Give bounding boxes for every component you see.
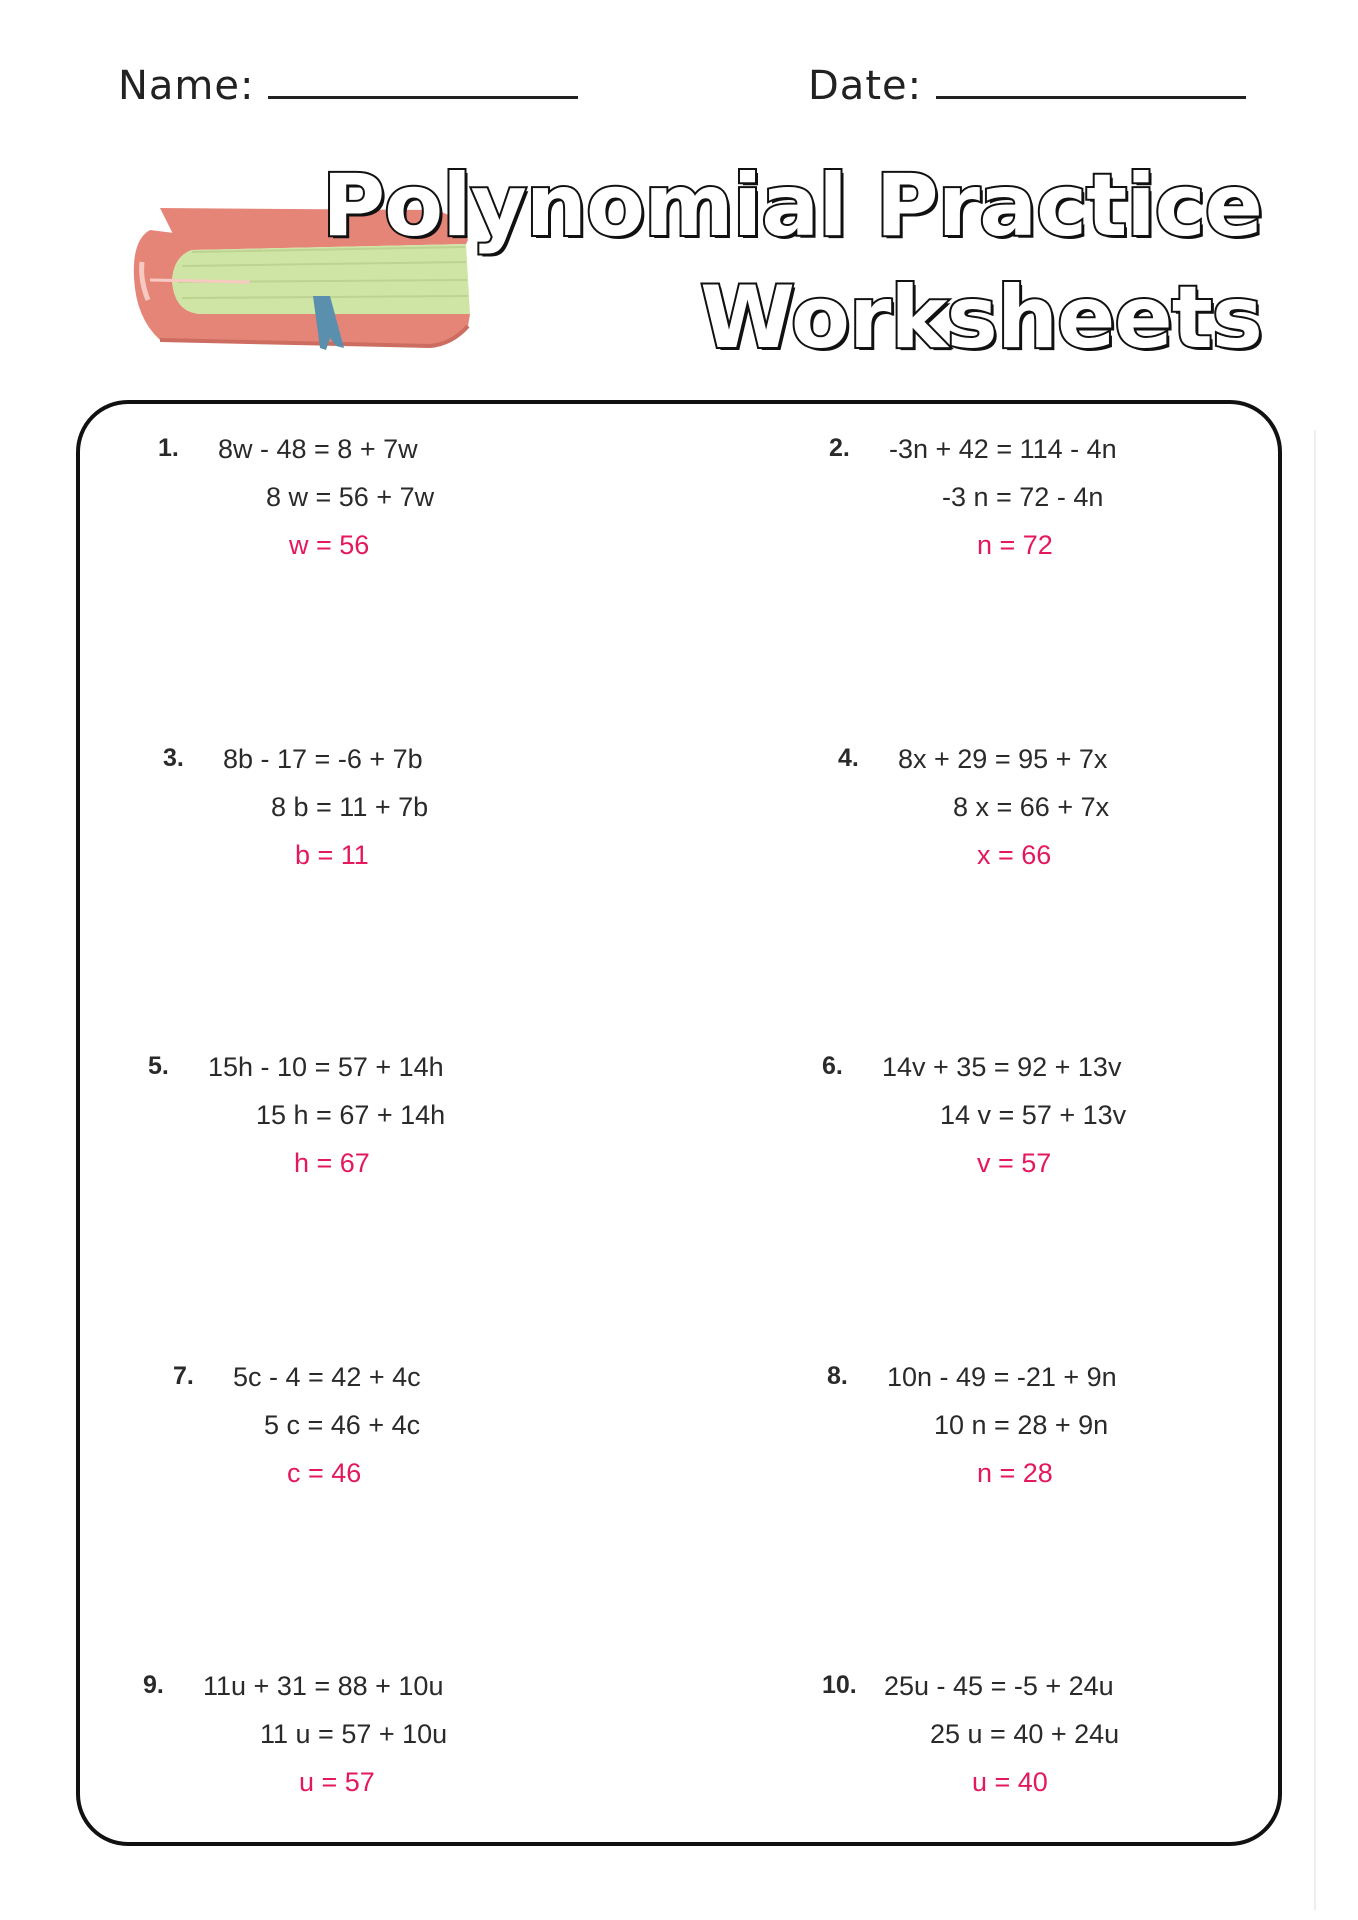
title-line-1: Polynomial Practice (322, 156, 1262, 256)
problem-step: 10 n = 28 + 9n (934, 1410, 1109, 1440)
problem-equation: 14v + 35 = 92 + 13v (882, 1052, 1122, 1082)
problem-number: 9. (143, 1671, 164, 1699)
problem-equation: 8x + 29 = 95 + 7x (898, 744, 1108, 774)
problem-number: 7. (173, 1362, 194, 1390)
problem-equation: -3n + 42 = 114 - 4n (889, 434, 1117, 464)
problem-step: 25 u = 40 + 24u (930, 1719, 1120, 1749)
problem-equation: 11u + 31 = 88 + 10u (203, 1671, 444, 1701)
name-field[interactable] (118, 60, 578, 109)
title-line-2: Worksheets (700, 268, 1262, 368)
name-label: Name: (118, 63, 255, 109)
problem-step: 8 x = 66 + 7x (953, 792, 1110, 822)
problem-equation: 8b - 17 = -6 + 7b (223, 744, 423, 774)
problem-equation: 5c - 4 = 42 + 4c (233, 1362, 421, 1392)
problem-number: 8. (827, 1362, 848, 1390)
problem-step: 8 w = 56 + 7w (266, 482, 435, 512)
problem-step: 8 b = 11 + 7b (271, 792, 429, 822)
problem-number: 2. (829, 434, 850, 462)
problem-step: -3 n = 72 - 4n (942, 482, 1104, 512)
problem-step: 11 u = 57 + 10u (260, 1719, 448, 1749)
problem-step: 5 c = 46 + 4c (264, 1410, 421, 1440)
page-edge-divider (1314, 430, 1316, 1910)
problem-step: 14 v = 57 + 13v (940, 1100, 1127, 1130)
problem-answer: h = 67 (294, 1148, 370, 1178)
problem-equation: 25u - 45 = -5 + 24u (884, 1671, 1114, 1701)
problem-answer: x = 66 (977, 840, 1052, 870)
problem-number: 5. (148, 1052, 169, 1080)
problem-equation: 10n - 49 = -21 + 9n (887, 1362, 1117, 1392)
problem-number: 4. (838, 744, 859, 772)
problem-answer: u = 40 (972, 1767, 1048, 1797)
problem-answer: u = 57 (299, 1767, 375, 1797)
problem-answer: w = 56 (289, 530, 370, 560)
problem-answer: n = 28 (977, 1458, 1053, 1488)
problem-number: 1. (158, 434, 179, 462)
worksheet-title (322, 150, 1262, 374)
problem-step: 15 h = 67 + 14h (256, 1100, 446, 1130)
problem-number: 6. (822, 1052, 843, 1080)
problem-equation: 8w - 48 = 8 + 7w (218, 434, 418, 464)
date-blank[interactable] (936, 60, 1246, 99)
problem-number: 10. (822, 1671, 857, 1699)
problem-answer: n = 72 (977, 530, 1053, 560)
date-field[interactable] (808, 60, 1246, 109)
name-blank[interactable] (268, 60, 578, 99)
problem-answer: c = 46 (287, 1458, 362, 1488)
problem-equation: 15h - 10 = 57 + 14h (208, 1052, 444, 1082)
date-label: Date: (808, 63, 923, 109)
problem-answer: v = 57 (977, 1148, 1052, 1178)
problem-number: 3. (163, 744, 184, 772)
problem-answer: b = 11 (295, 840, 369, 870)
